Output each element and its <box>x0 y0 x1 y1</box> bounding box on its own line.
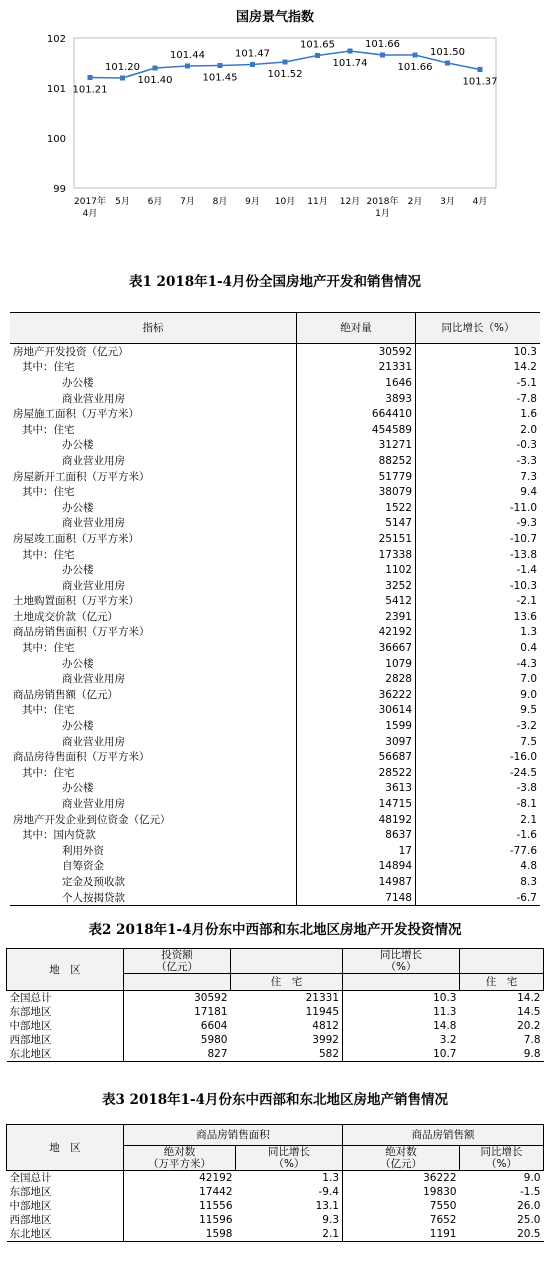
t3-region: 西部地区 <box>7 1213 124 1227</box>
y-tick-label: 100 <box>46 134 66 145</box>
data-point <box>250 62 255 67</box>
t2-gr: 3.2 <box>439 1034 457 1046</box>
t1-row <box>10 734 540 750</box>
t1-value: 5412 <box>297 594 416 610</box>
t2-region: 东北地区 <box>7 1047 124 1062</box>
x-tick-label: 7月 <box>180 197 195 207</box>
t1-label: 定金及预收款 <box>10 874 297 890</box>
t1-value: 2391 <box>297 609 416 625</box>
t2-gr-res: 14.2 <box>517 992 541 1004</box>
t1-label: 其中：住宅 <box>10 360 297 376</box>
t1-row <box>10 656 540 672</box>
data-point <box>88 75 93 80</box>
t1-row <box>10 375 540 391</box>
t3-area: 17442 <box>199 1186 233 1198</box>
t1-value: 51779 <box>297 469 416 485</box>
t1-growth: -7.8 <box>516 392 537 405</box>
t1-value: 3613 <box>297 781 416 797</box>
t1-label: 其中：住宅 <box>10 484 297 500</box>
x-tick-label: 2月 <box>407 197 423 207</box>
t3-row <box>7 1227 544 1242</box>
t2-header-gr-residential: 住 宅 <box>460 974 544 991</box>
t1-value: 7148 <box>297 890 416 906</box>
data-label: 101.47 <box>235 48 270 60</box>
data-point <box>348 49 353 54</box>
t1-growth: 13.6 <box>513 610 537 623</box>
t1-value: 14894 <box>297 859 416 875</box>
t1-growth: -3.3 <box>516 454 537 467</box>
t2-gr: 10.7 <box>433 1048 457 1060</box>
t1-growth: 9.5 <box>520 704 537 717</box>
data-point <box>218 63 223 68</box>
t1-label: 土地成交价款（亿元） <box>10 609 297 625</box>
data-label: 101.50 <box>430 47 465 58</box>
t3-area: 11596 <box>199 1214 233 1226</box>
data-point <box>185 64 190 69</box>
t1-value: 88252 <box>297 453 416 469</box>
t2-header-region: 地 区 <box>7 949 124 991</box>
t3-sales: 7550 <box>429 1200 457 1212</box>
t1-growth: -2.1 <box>516 595 537 608</box>
t3-area: 42192 <box>199 1172 233 1184</box>
x-tick-label: 2017年 <box>74 197 106 207</box>
t1-value: 14715 <box>297 796 416 812</box>
t1-growth: 7.0 <box>520 673 537 686</box>
table2-title: 表2 2018年1-4月份东中西部和东北地区房地产开发投资情况 <box>88 922 462 938</box>
table1 <box>10 312 540 906</box>
t1-growth: 7.5 <box>520 735 537 748</box>
table3 <box>6 1124 544 1242</box>
t1-value: 2828 <box>297 671 416 687</box>
t1-value: 28522 <box>297 765 416 781</box>
t2-inv-res: 11945 <box>231 1005 343 1019</box>
t1-row <box>10 500 540 516</box>
y-tick-label: 102 <box>46 34 66 45</box>
t1-value: 1646 <box>297 375 416 391</box>
t1-row <box>10 578 540 594</box>
t2-region: 全国总计 <box>7 991 124 1006</box>
t1-row <box>10 422 540 438</box>
t1-row <box>10 344 540 360</box>
x-tick-label: 11月 <box>307 197 328 207</box>
table2 <box>6 948 544 1062</box>
t3-area: 11556 <box>199 1200 233 1212</box>
t1-row <box>10 453 540 469</box>
t1-row <box>10 796 540 812</box>
t1-label: 商业营业用房 <box>10 671 297 687</box>
t2-region: 中部地区 <box>7 1019 124 1033</box>
t1-row <box>10 859 540 875</box>
t1-row <box>10 531 540 547</box>
t3-header-sales: 商品房销售额 <box>343 1125 544 1146</box>
data-point <box>380 53 385 58</box>
t2-inv-res: 21331 <box>231 991 343 1006</box>
t1-row <box>10 703 540 719</box>
t1-row <box>10 625 540 641</box>
x-tick-label: 12月 <box>339 197 361 207</box>
t1-growth: -3.8 <box>516 782 537 795</box>
y-tick-label: 101 <box>46 84 66 95</box>
t3-row <box>7 1171 544 1186</box>
t1-value: 1102 <box>297 562 416 578</box>
t1-label: 办公楼 <box>10 438 297 454</box>
t1-growth: -4.3 <box>516 657 537 670</box>
t1-label: 其中：住宅 <box>10 703 297 719</box>
t1-value: 42192 <box>297 625 416 641</box>
t3-sales: 7652 <box>429 1214 457 1226</box>
t1-value: 1079 <box>297 656 416 672</box>
x-tick-label: 3月 <box>440 197 455 207</box>
t1-label: 利用外资 <box>10 843 297 859</box>
t1-growth: -16.0 <box>509 751 537 764</box>
x-tick-label: 10月 <box>274 197 296 207</box>
t1-label: 个人按揭贷款 <box>10 890 297 906</box>
t1-row <box>10 781 540 797</box>
t1-label: 商品房销售面积（万平方米） <box>10 625 297 641</box>
t3-row <box>7 1213 544 1227</box>
t3-sales: 1191 <box>429 1228 457 1240</box>
t2-inv-res: 582 <box>231 1047 343 1062</box>
t3-header-region: 地 区 <box>7 1125 124 1171</box>
t2-inv: 30592 <box>194 992 228 1004</box>
t2-gr: 14.8 <box>433 1020 457 1032</box>
t2-row <box>7 1047 544 1062</box>
t1-value: 3252 <box>297 578 416 594</box>
t2-gr-res: 7.8 <box>523 1034 541 1046</box>
data-point <box>478 67 483 72</box>
t1-growth: 8.3 <box>520 875 537 888</box>
t1-value: 56687 <box>297 749 416 765</box>
t2-gr-res: 14.5 <box>517 1006 541 1018</box>
x-tick-label: 5月 <box>115 197 130 207</box>
t1-value: 17 <box>297 843 416 859</box>
t1-row <box>10 406 540 422</box>
data-point <box>283 60 288 65</box>
t3-area-growth: -9.4 <box>236 1185 343 1199</box>
t1-row <box>10 874 540 890</box>
data-label: 101.21 <box>72 84 108 96</box>
t1-row <box>10 671 540 687</box>
data-point <box>413 53 418 58</box>
t1-growth: -0.3 <box>516 439 537 452</box>
t1-row <box>10 640 540 656</box>
t3-sales-growth: -1.5 <box>520 1186 541 1198</box>
t1-value: 48192 <box>297 812 416 828</box>
t1-row <box>10 843 540 859</box>
t1-value: 5147 <box>297 516 416 532</box>
t2-gr-res: 9.8 <box>523 1048 541 1060</box>
t1-label: 土地购置面积（万平方米） <box>10 594 297 610</box>
t3-row <box>7 1185 544 1199</box>
t1-growth: 1.6 <box>520 408 537 421</box>
t1-growth: -10.3 <box>509 579 537 592</box>
t1-growth: -5.1 <box>516 376 537 389</box>
x-tick-label: 4月 <box>472 197 488 207</box>
t2-inv: 827 <box>207 1048 228 1060</box>
t1-value: 21331 <box>297 360 416 376</box>
t1-row <box>10 547 540 563</box>
t1-label: 其中：住宅 <box>10 422 297 438</box>
t1-label: 房屋新开工面积（万平方米） <box>10 469 297 485</box>
data-label: 101.40 <box>137 75 173 86</box>
t1-value: 30614 <box>297 703 416 719</box>
t1-row <box>10 516 540 532</box>
t1-value: 36222 <box>297 687 416 703</box>
t3-area-growth: 9.3 <box>236 1213 343 1227</box>
t2-row <box>7 1005 544 1019</box>
t2-row <box>7 991 544 1006</box>
t1-growth: -9.3 <box>516 517 537 530</box>
t2-inv: 17181 <box>194 1006 228 1018</box>
t1-label: 商业营业用房 <box>10 391 297 407</box>
t1-label: 其中：住宅 <box>10 765 297 781</box>
t1-row <box>10 438 540 454</box>
t1-growth: 2.1 <box>520 813 537 826</box>
t3-sales: 19830 <box>423 1186 457 1198</box>
t2-region: 西部地区 <box>7 1033 124 1047</box>
x-tick-label: 6月 <box>147 197 163 207</box>
data-point <box>153 66 158 71</box>
data-label: 101.66 <box>365 39 400 50</box>
t2-region: 东部地区 <box>7 1005 124 1019</box>
t3-sales: 36222 <box>423 1172 457 1184</box>
t1-value: 36667 <box>297 640 416 656</box>
data-label: 101.52 <box>267 69 303 80</box>
t3-region: 东北地区 <box>7 1227 124 1242</box>
t1-row <box>10 360 540 376</box>
t1-growth: -1.6 <box>516 829 537 842</box>
t3-sales-growth: 20.5 <box>517 1228 541 1240</box>
t1-row <box>10 609 540 625</box>
t1-label: 商品房销售额（亿元） <box>10 687 297 703</box>
table3-title: 表3 2018年1-4月份东中西部和东北地区房地产销售情况 <box>101 1092 449 1108</box>
index-line-chart <box>0 0 550 232</box>
t1-label: 房地产开发企业到位资金（亿元） <box>10 812 297 828</box>
t1-row <box>10 890 540 906</box>
t1-row <box>10 827 540 843</box>
t3-area-growth: 13.1 <box>236 1199 343 1213</box>
data-point <box>445 61 450 66</box>
t1-value: 1599 <box>297 718 416 734</box>
t1-label: 其中：国内贷款 <box>10 827 297 843</box>
t1-growth: 0.4 <box>520 642 537 655</box>
chart-title: 国房景气指数 <box>235 10 314 25</box>
t1-growth: 7.3 <box>520 470 537 483</box>
data-point <box>120 76 125 81</box>
t1-row <box>10 391 540 407</box>
t1-value: 3893 <box>297 391 416 407</box>
t1-growth: -1.4 <box>516 564 537 577</box>
t3-header-abs-sales: 绝对数 （亿元） <box>343 1146 460 1171</box>
t1-value: 454589 <box>297 422 416 438</box>
t1-label: 房地产开发投资（亿元） <box>10 344 297 360</box>
t3-region: 东部地区 <box>7 1185 124 1199</box>
t1-growth: 14.2 <box>513 361 537 374</box>
t1-label: 商业营业用房 <box>10 516 297 532</box>
t1-value: 31271 <box>297 438 416 454</box>
t1-label: 其中：住宅 <box>10 640 297 656</box>
data-label: 101.44 <box>170 50 205 61</box>
x-tick-label: 8月 <box>212 197 228 207</box>
y-tick-label: 99 <box>53 184 66 195</box>
t1-label: 办公楼 <box>10 781 297 797</box>
t1-row <box>10 687 540 703</box>
t1-value: 17338 <box>297 547 416 563</box>
t1-label: 房屋竣工面积（万平方米） <box>10 531 297 547</box>
t1-row <box>10 718 540 734</box>
t2-header-growth: 同比增长 （%） <box>343 949 460 974</box>
t1-growth: -3.2 <box>516 720 537 733</box>
t3-area: 1598 <box>205 1228 233 1240</box>
t3-sales-growth: 9.0 <box>523 1172 541 1184</box>
t3-area-growth: 2.1 <box>236 1227 343 1242</box>
t2-inv-res: 4812 <box>231 1019 343 1033</box>
t1-label: 办公楼 <box>10 500 297 516</box>
t1-growth: 9.0 <box>520 688 537 701</box>
t1-growth: -6.7 <box>516 891 537 904</box>
t3-area-growth: 1.3 <box>236 1171 343 1186</box>
t1-growth: -77.6 <box>509 844 537 857</box>
t1-label: 办公楼 <box>10 562 297 578</box>
data-label: 101.37 <box>462 76 498 88</box>
t1-value: 14987 <box>297 874 416 890</box>
t2-header-gr-blank <box>343 974 460 991</box>
t2-gr: 11.3 <box>433 1006 457 1018</box>
t1-growth: 2.0 <box>520 423 537 436</box>
t1-label: 办公楼 <box>10 718 297 734</box>
t1-value: 30592 <box>297 344 416 360</box>
t1-header-indicator: 指标 <box>10 313 297 344</box>
x-tick-label: 1月 <box>375 209 390 219</box>
t1-row <box>10 594 540 610</box>
t3-sales-growth: 25.0 <box>517 1214 541 1226</box>
t3-region: 全国总计 <box>7 1171 124 1186</box>
t3-row <box>7 1199 544 1213</box>
t3-header-abs-area: 绝对数 （万平方米） <box>124 1146 236 1171</box>
t1-growth: -24.5 <box>509 766 537 779</box>
t1-label: 办公楼 <box>10 656 297 672</box>
t1-header-value: 绝对量 <box>297 313 416 344</box>
t1-value: 1522 <box>297 500 416 516</box>
data-label: 101.65 <box>300 39 335 51</box>
t1-value: 664410 <box>297 406 416 422</box>
t1-label: 自筹资金 <box>10 859 297 875</box>
t1-growth: -10.7 <box>509 532 537 545</box>
t1-label: 商品房待售面积（万平方米） <box>10 749 297 765</box>
t1-label: 商业营业用房 <box>10 578 297 594</box>
t1-label: 其中：住宅 <box>10 547 297 563</box>
t1-growth: -13.8 <box>509 548 537 561</box>
x-tick-label: 2018年 <box>366 197 399 207</box>
t2-header-investment-spacer <box>231 949 343 974</box>
t1-growth: 1.3 <box>520 626 537 639</box>
t1-row <box>10 562 540 578</box>
t1-row <box>10 765 540 781</box>
t1-label: 办公楼 <box>10 375 297 391</box>
t1-value: 3097 <box>297 734 416 750</box>
data-label: 101.20 <box>105 62 140 73</box>
data-point <box>315 53 320 58</box>
t2-row <box>7 1019 544 1033</box>
t2-inv: 6604 <box>200 1020 228 1032</box>
t1-value: 25151 <box>297 531 416 547</box>
data-label: 101.45 <box>202 72 238 84</box>
t1-row <box>10 812 540 828</box>
t1-row <box>10 484 540 500</box>
t2-header-inv-residential: 住 宅 <box>231 974 343 991</box>
x-tick-label: 4月 <box>82 209 98 219</box>
t2-gr-res: 20.2 <box>517 1020 541 1032</box>
t3-region: 中部地区 <box>7 1199 124 1213</box>
t2-gr: 10.3 <box>433 992 457 1004</box>
t2-header-inv-blank <box>124 974 231 991</box>
t2-inv-res: 3992 <box>231 1033 343 1047</box>
t1-row <box>10 469 540 485</box>
t3-sales-growth: 26.0 <box>517 1200 541 1212</box>
t2-header-investment: 投资额 （亿元） <box>124 949 231 974</box>
data-label: 101.66 <box>397 62 433 73</box>
t3-header-growth2: 同比增长 （%） <box>460 1146 544 1171</box>
t2-header-growth-spacer <box>460 949 544 974</box>
t1-row <box>10 749 540 765</box>
t1-growth: 9.4 <box>520 486 537 499</box>
t1-growth: -8.1 <box>516 798 537 811</box>
t2-row <box>7 1033 544 1047</box>
t1-value: 38079 <box>297 484 416 500</box>
t1-growth: -11.0 <box>509 501 537 514</box>
t2-inv: 5980 <box>200 1034 228 1046</box>
table1-title: 表1 2018年1-4月份全国房地产开发和销售情况 <box>128 274 422 290</box>
t3-header-area: 商品房销售面积 <box>124 1125 343 1146</box>
t1-label: 商业营业用房 <box>10 734 297 750</box>
t1-label: 商业营业用房 <box>10 796 297 812</box>
t1-label: 商业营业用房 <box>10 453 297 469</box>
data-label: 101.74 <box>332 58 368 69</box>
t1-header-growth: 同比增长（%） <box>416 313 541 344</box>
t1-growth: 4.8 <box>520 860 537 873</box>
t1-value: 8637 <box>297 827 416 843</box>
x-tick-label: 9月 <box>245 197 260 207</box>
t1-growth: 10.3 <box>513 345 537 358</box>
t1-label: 房屋施工面积（万平方米） <box>10 406 297 422</box>
t3-header-growth1: 同比增长 （%） <box>236 1146 343 1171</box>
